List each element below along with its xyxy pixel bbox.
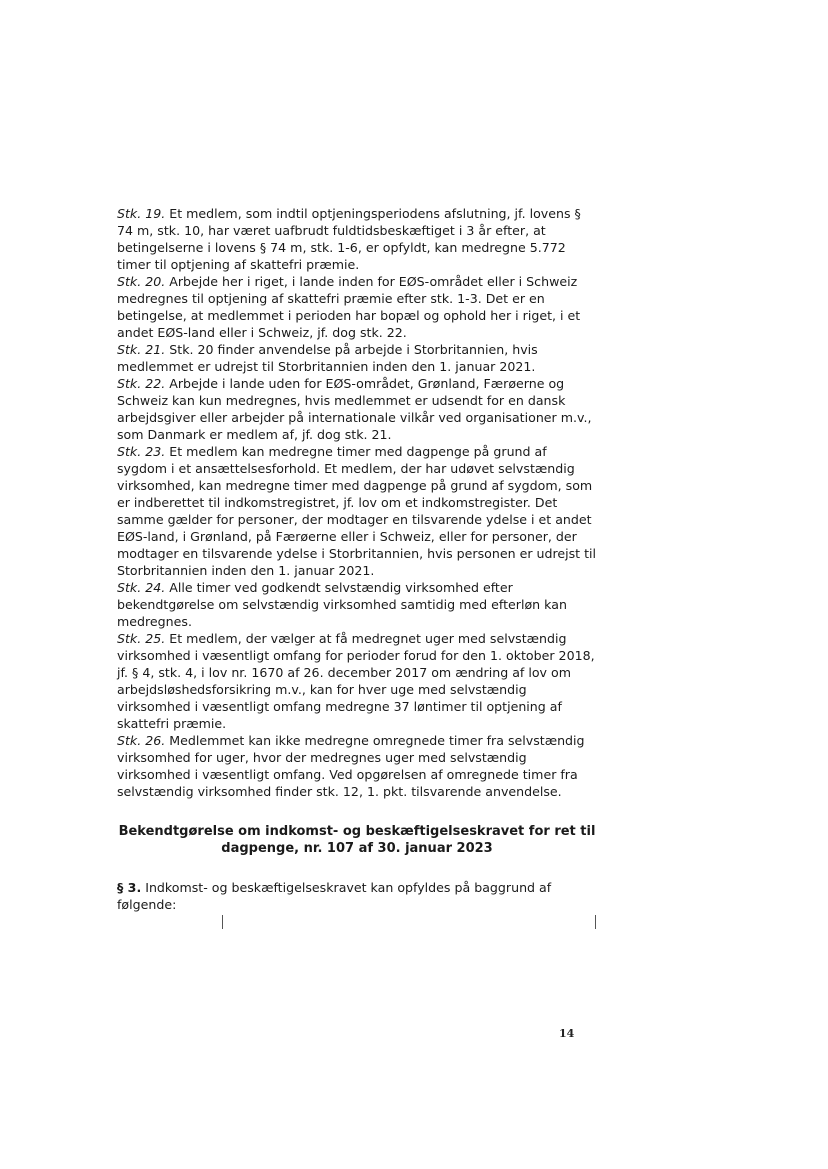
paragraph-text: Et medlem kan medregne timer med dagpenge på grund af sygdom i et ansættelsesforhold. Et medlem, der har udøvet selvstændig virksomhed, kan medregne timer med dagpenge på grund af sygdom, som er indberettet til indkomstregistret, jf. lov om et indkomstregister. Det samme gælder for personer, der modtager en tilsvarende ydelse i et andet EØS-land, i Grønland, på Færøerne eller i Schweiz, eller for personer, der modtager en tilsvarende ydelse i Storbritannien, hvis personen er udrejst til Storbritannien inden den 1. januar 2021. bbox=[117, 444, 597, 578]
stk-label: Stk. 20. bbox=[117, 274, 166, 289]
paragraph-section-3 bbox=[117, 879, 597, 913]
paragraph-text: Arbejde i lande uden for EØS-området, Grønland, Færøerne og Schweiz kan kun medregnes, hvis medlemmet er udsendt for en dansk arbejdsgiver eller arbejder på internationale vilkår ved organisationer m.v., som Danmark er medlem af, jf. dog stk. 21. bbox=[117, 376, 592, 442]
stk-label: Stk. 19. bbox=[117, 206, 166, 221]
paragraph-stk-24 bbox=[117, 579, 597, 630]
paragraph-text: Stk. 20 finder anvendelse på arbejde i Storbritannien, hvis medlemmet er udrejst til Storbritannien inden den 1. januar 2021. bbox=[117, 342, 538, 374]
stk-label: Stk. 24. bbox=[117, 580, 166, 595]
paragraph-text: Et medlem, som indtil optjeningsperiodens afslutning, jf. lovens § 74 m, stk. 10, har været uafbrudt fuldtidsbeskæftiget i 3 år efter, at betingelserne i lovens § 74 m, stk. 1-6, er opfyldt, kan medregne 5.772 timer til optjening af skattefri præmie. bbox=[117, 206, 581, 272]
stk-label: Stk. 22. bbox=[117, 376, 166, 391]
stk-label: Stk. 26. bbox=[117, 733, 166, 748]
paragraph-text: Medlemmet kan ikke medregne omregnede timer fra selvstændig virksomhed for uger, hvor der medregnes uger med selvstændig virksomhed i væsentligt omfang. Ved opgørelsen af omregnede timer fra selvstændig virksomhed finder stk. 12, 1. pkt. tilsvarende anvendelse. bbox=[117, 733, 585, 799]
stk-label: Stk. 25. bbox=[117, 631, 166, 646]
paragraph-text: Alle timer ved godkendt selvstændig virksomhed efter bekendtgørelse om selvstændig virksomhed samtidig med efterløn kan medregnes. bbox=[117, 580, 567, 629]
stk-label: Stk. 23. bbox=[117, 444, 166, 459]
paragraph-stk-21 bbox=[117, 341, 597, 375]
page-number: 14 bbox=[559, 1027, 575, 1040]
heading-line-2: dagpenge, nr. 107 af 30. januar 2023 bbox=[221, 841, 493, 856]
paragraph-stk-23 bbox=[117, 443, 597, 579]
section-heading bbox=[117, 823, 597, 857]
paragraph-stk-19 bbox=[117, 205, 597, 273]
paragraph-text: Et medlem, der vælger at få medregnet uger med selvstændig virksomhed i væsentligt omfang for perioder forud for den 1. oktober 2018, jf. § 4, stk. 4, i lov nr. 1670 af 26. december 2017 om ændring af lov om arbejdsløshedsforsikring m.v., kan for hver uge med selvstændig virksomhed i væsentligt omfang medregne 37 løntimer til optjening af skattefri præmie. bbox=[117, 631, 595, 731]
section-number: § 3. bbox=[117, 880, 142, 895]
paragraph-stk-26 bbox=[117, 732, 597, 800]
text-cursor-mark bbox=[222, 915, 223, 929]
text-cursor-mark-right bbox=[595, 915, 596, 929]
paragraph-text: Indkomst- og beskæftigelseskravet kan opfyldes på baggrund af følgende: bbox=[117, 880, 552, 912]
paragraph-text: Arbejde her i riget, i lande inden for EØS-området eller i Schweiz medregnes til optjening af skattefri præmie efter stk. 1-3. Det er en betingelse, at medlemmet i perioden har bopæl og ophold her i riget, i et andet EØS-land eller i Schweiz, jf. dog stk. 22. bbox=[117, 274, 581, 340]
stk-label: Stk. 21. bbox=[117, 342, 166, 357]
heading-line-1: Bekendtgørelse om indkomst- og beskæftigelseskravet for ret til bbox=[118, 824, 596, 839]
document-body bbox=[117, 205, 597, 913]
paragraph-stk-22 bbox=[117, 375, 597, 443]
paragraph-stk-25 bbox=[117, 630, 597, 732]
paragraph-stk-20 bbox=[117, 273, 597, 341]
